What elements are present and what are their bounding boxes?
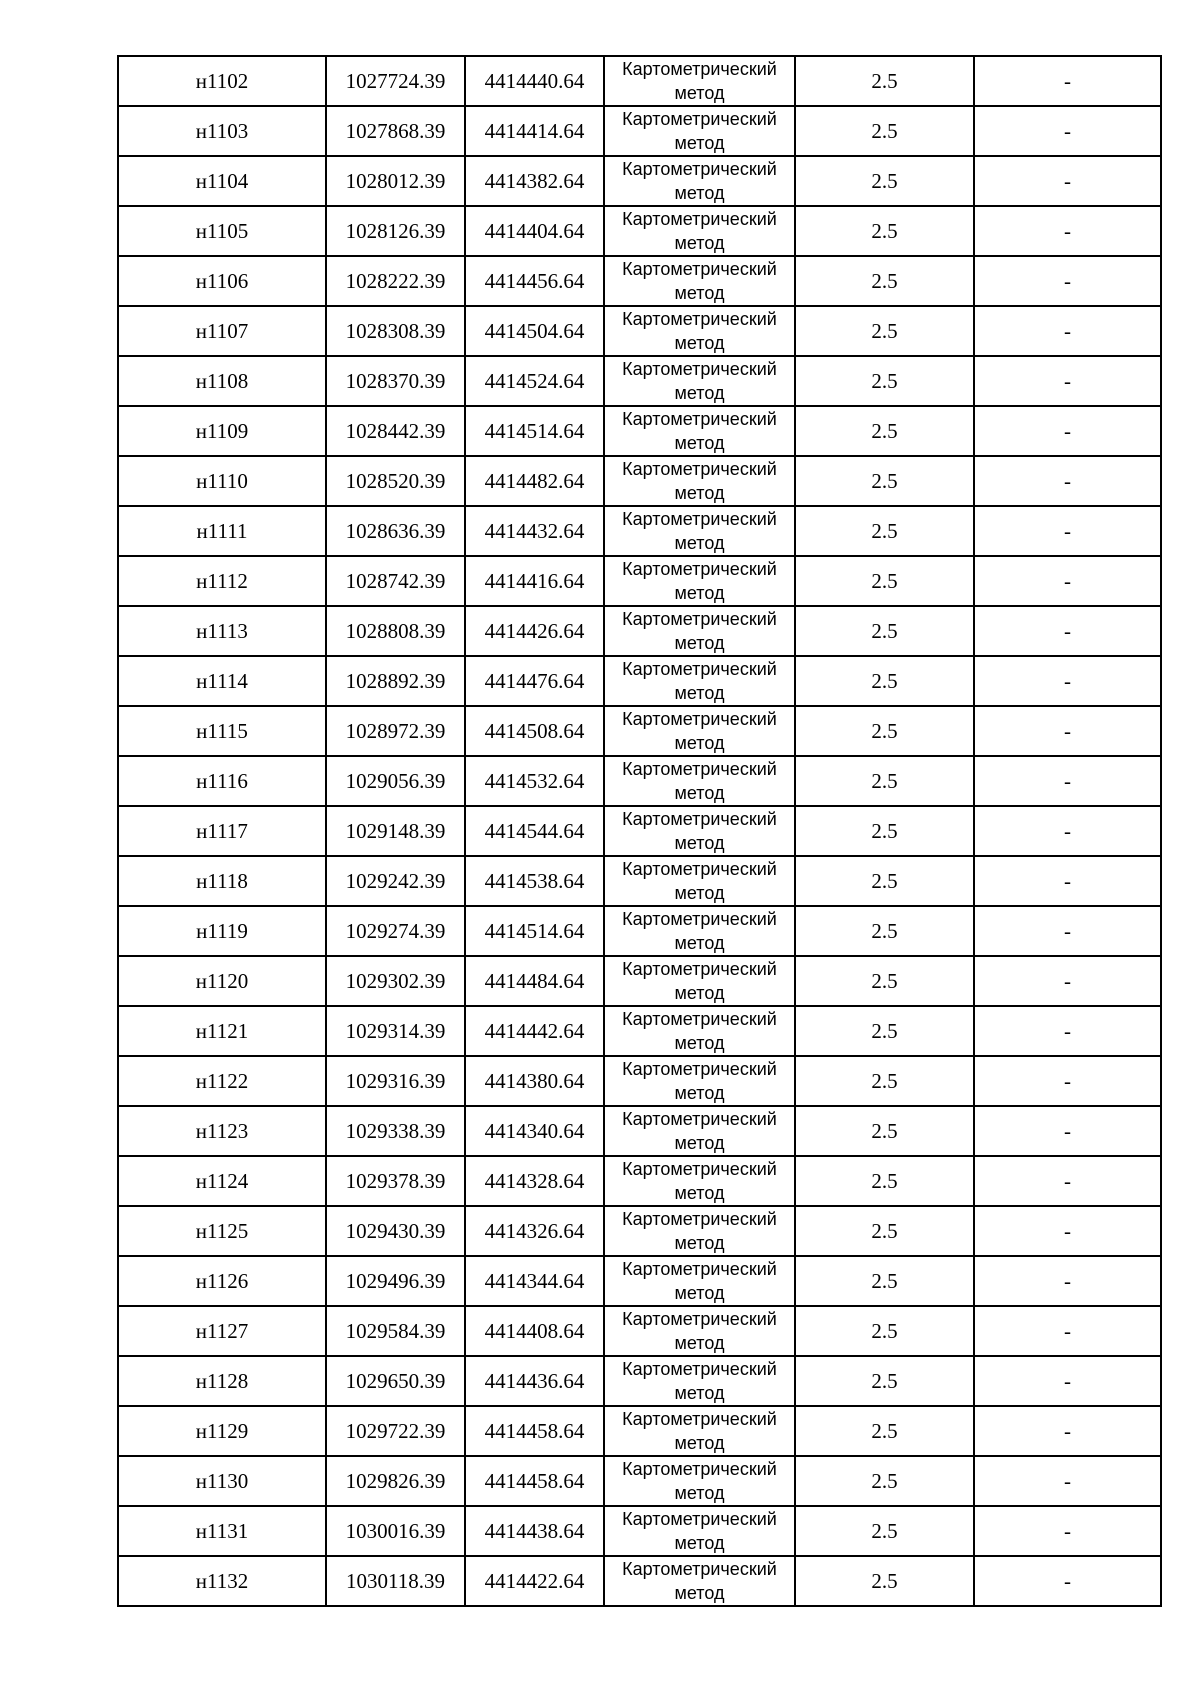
method-text-line2: метод [674,1383,725,1403]
x-coordinate-cell: 1028442.39 [326,406,465,456]
x-coordinate-cell: 1029722.39 [326,1406,465,1456]
method-cell [604,1156,795,1206]
note-cell: - [974,956,1161,1006]
table-row [118,256,1161,306]
method-text-line1: Картометрический [622,709,777,729]
point-number-cell: н1125 [118,1206,326,1256]
table-row [118,1006,1161,1056]
method-cell [604,806,795,856]
point-number-cell: н1127 [118,1306,326,1356]
point-number-cell: н1106 [118,256,326,306]
x-coordinate-cell: 1028308.39 [326,306,465,356]
method-text-line2: метод [674,583,725,603]
point-number-cell: н1117 [118,806,326,856]
table-row [118,1356,1161,1406]
point-number-cell: н1131 [118,1506,326,1556]
method-text-line2: метод [674,883,725,903]
y-coordinate-cell: 4414422.64 [465,1556,604,1606]
point-number-cell: н1126 [118,1256,326,1306]
y-coordinate-cell: 4414408.64 [465,1306,604,1356]
method-text-line1: Картометрический [622,859,777,879]
point-number-cell: н1104 [118,156,326,206]
method-cell [604,306,795,356]
method-cell [604,1206,795,1256]
note-cell: - [974,1356,1161,1406]
note-cell: - [974,1456,1161,1506]
method-cell [604,1306,795,1356]
table-row [118,1156,1161,1206]
method-cell [604,906,795,956]
method-text-line2: метод [674,1133,725,1153]
x-coordinate-cell: 1028222.39 [326,256,465,306]
method-text-line2: метод [674,1333,725,1353]
method-cell [604,406,795,456]
point-number-cell: н1132 [118,1556,326,1606]
x-coordinate-cell: 1029056.39 [326,756,465,806]
point-number-cell: н1119 [118,906,326,956]
y-coordinate-cell: 4414482.64 [465,456,604,506]
accuracy-cell: 2.5 [795,556,974,606]
method-text-line1: Картометрический [622,109,777,129]
method-text-line1: Картометрический [622,809,777,829]
accuracy-cell: 2.5 [795,506,974,556]
point-number-cell: н1130 [118,1456,326,1506]
y-coordinate-cell: 4414326.64 [465,1206,604,1256]
x-coordinate-cell: 1028370.39 [326,356,465,406]
y-coordinate-cell: 4414404.64 [465,206,604,256]
method-text-line1: Картометрический [622,759,777,779]
accuracy-cell: 2.5 [795,456,974,506]
note-cell: - [974,556,1161,606]
method-cell [604,156,795,206]
x-coordinate-cell: 1029496.39 [326,1256,465,1306]
x-coordinate-cell: 1027724.39 [326,56,465,106]
note-cell: - [974,206,1161,256]
method-text-line2: метод [674,83,725,103]
y-coordinate-cell: 4414456.64 [465,256,604,306]
method-text-line2: метод [674,333,725,353]
coordinates-table [117,55,1162,1607]
method-text-line2: метод [674,383,725,403]
method-cell [604,56,795,106]
y-coordinate-cell: 4414442.64 [465,1006,604,1056]
table-row [118,806,1161,856]
x-coordinate-cell: 1029650.39 [326,1356,465,1406]
table-row [118,656,1161,706]
table-row [118,1056,1161,1106]
method-text-line2: метод [674,783,725,803]
y-coordinate-cell: 4414328.64 [465,1156,604,1206]
y-coordinate-cell: 4414458.64 [465,1406,604,1456]
note-cell: - [974,656,1161,706]
x-coordinate-cell: 1028012.39 [326,156,465,206]
table-row [118,56,1161,106]
accuracy-cell: 2.5 [795,1206,974,1256]
accuracy-cell: 2.5 [795,56,974,106]
method-text-line2: метод [674,1183,725,1203]
method-text-line2: метод [674,1033,725,1053]
method-cell [604,206,795,256]
method-text-line1: Картометрический [622,909,777,929]
y-coordinate-cell: 4414514.64 [465,906,604,956]
accuracy-cell: 2.5 [795,356,974,406]
note-cell: - [974,1406,1161,1456]
point-number-cell: н1107 [118,306,326,356]
point-number-cell: н1110 [118,456,326,506]
accuracy-cell: 2.5 [795,856,974,906]
method-cell [604,856,795,906]
note-cell: - [974,706,1161,756]
accuracy-cell: 2.5 [795,1056,974,1106]
y-coordinate-cell: 4414440.64 [465,56,604,106]
method-cell [604,756,795,806]
x-coordinate-cell: 1029826.39 [326,1456,465,1506]
table-row [118,156,1161,206]
x-coordinate-cell: 1029338.39 [326,1106,465,1156]
x-coordinate-cell: 1027868.39 [326,106,465,156]
method-cell [604,106,795,156]
y-coordinate-cell: 4414544.64 [465,806,604,856]
accuracy-cell: 2.5 [795,1156,974,1206]
note-cell: - [974,256,1161,306]
method-text-line2: метод [674,183,725,203]
method-text-line2: метод [674,133,725,153]
method-cell [604,1456,795,1506]
y-coordinate-cell: 4414416.64 [465,556,604,606]
method-text-line1: Картометрический [622,559,777,579]
method-text-line1: Картометрический [622,159,777,179]
accuracy-cell: 2.5 [795,156,974,206]
method-text-line2: метод [674,933,725,953]
method-text-line2: метод [674,1533,725,1553]
table-row [118,706,1161,756]
note-cell: - [974,156,1161,206]
method-cell [604,256,795,306]
y-coordinate-cell: 4414344.64 [465,1256,604,1306]
y-coordinate-cell: 4414458.64 [465,1456,604,1506]
method-text-line1: Картометрический [622,1559,777,1579]
method-cell [604,1356,795,1406]
method-cell [604,606,795,656]
accuracy-cell: 2.5 [795,1356,974,1406]
note-cell: - [974,1256,1161,1306]
method-cell [604,506,795,556]
table-row [118,1506,1161,1556]
y-coordinate-cell: 4414414.64 [465,106,604,156]
x-coordinate-cell: 1028742.39 [326,556,465,606]
y-coordinate-cell: 4414382.64 [465,156,604,206]
note-cell: - [974,756,1161,806]
point-number-cell: н1113 [118,606,326,656]
x-coordinate-cell: 1028126.39 [326,206,465,256]
table-row [118,1306,1161,1356]
method-text-line1: Картометрический [622,1409,777,1429]
x-coordinate-cell: 1028520.39 [326,456,465,506]
method-text-line1: Картометрический [622,959,777,979]
method-text-line1: Картометрический [622,459,777,479]
note-cell: - [974,1206,1161,1256]
x-coordinate-cell: 1028636.39 [326,506,465,556]
method-text-line1: Картометрический [622,309,777,329]
method-cell [604,556,795,606]
point-number-cell: н1111 [118,506,326,556]
table-row [118,856,1161,906]
method-cell [604,956,795,1006]
point-number-cell: н1129 [118,1406,326,1456]
y-coordinate-cell: 4414504.64 [465,306,604,356]
table-row [118,356,1161,406]
accuracy-cell: 2.5 [795,1506,974,1556]
x-coordinate-cell: 1029584.39 [326,1306,465,1356]
point-number-cell: н1103 [118,106,326,156]
method-text-line2: метод [674,1233,725,1253]
method-text-line1: Картометрический [622,659,777,679]
table-row [118,556,1161,606]
method-text-line1: Картометрический [622,609,777,629]
accuracy-cell: 2.5 [795,956,974,1006]
accuracy-cell: 2.5 [795,1106,974,1156]
method-text-line2: метод [674,1083,725,1103]
method-text-line2: метод [674,533,725,553]
point-number-cell: н1122 [118,1056,326,1106]
point-number-cell: н1102 [118,56,326,106]
method-text-line1: Картометрический [622,409,777,429]
y-coordinate-cell: 4414432.64 [465,506,604,556]
method-text-line2: метод [674,433,725,453]
note-cell: - [974,1306,1161,1356]
table-row [118,606,1161,656]
accuracy-cell: 2.5 [795,206,974,256]
method-text-line2: метод [674,1283,725,1303]
method-cell [604,1406,795,1456]
y-coordinate-cell: 4414508.64 [465,706,604,756]
y-coordinate-cell: 4414380.64 [465,1056,604,1106]
accuracy-cell: 2.5 [795,406,974,456]
x-coordinate-cell: 1030016.39 [326,1506,465,1556]
point-number-cell: н1118 [118,856,326,906]
accuracy-cell: 2.5 [795,1256,974,1306]
note-cell: - [974,806,1161,856]
table-row [118,956,1161,1006]
note-cell: - [974,1006,1161,1056]
accuracy-cell: 2.5 [795,306,974,356]
y-coordinate-cell: 4414436.64 [465,1356,604,1406]
x-coordinate-cell: 1029314.39 [326,1006,465,1056]
method-text-line2: метод [674,1583,725,1603]
method-text-line2: метод [674,733,725,753]
method-text-line2: метод [674,983,725,1003]
table-row [118,206,1161,256]
point-number-cell: н1116 [118,756,326,806]
method-text-line1: Картометрический [622,59,777,79]
point-number-cell: н1120 [118,956,326,1006]
method-text-line1: Картометрический [622,209,777,229]
table-row [118,1406,1161,1456]
accuracy-cell: 2.5 [795,256,974,306]
method-text-line2: метод [674,833,725,853]
note-cell: - [974,106,1161,156]
table-row [118,906,1161,956]
note-cell: - [974,1556,1161,1606]
x-coordinate-cell: 1028972.39 [326,706,465,756]
accuracy-cell: 2.5 [795,656,974,706]
point-number-cell: н1108 [118,356,326,406]
y-coordinate-cell: 4414340.64 [465,1106,604,1156]
note-cell: - [974,1506,1161,1556]
note-cell: - [974,1056,1161,1106]
method-cell [604,356,795,406]
method-text-line2: метод [674,483,725,503]
method-text-line2: метод [674,683,725,703]
method-cell [604,656,795,706]
y-coordinate-cell: 4414524.64 [465,356,604,406]
method-cell [604,1556,795,1606]
x-coordinate-cell: 1029316.39 [326,1056,465,1106]
note-cell: - [974,906,1161,956]
accuracy-cell: 2.5 [795,1556,974,1606]
point-number-cell: н1114 [118,656,326,706]
method-text-line1: Картометрический [622,1109,777,1129]
note-cell: - [974,856,1161,906]
table-row [118,106,1161,156]
point-number-cell: н1121 [118,1006,326,1056]
point-number-cell: н1112 [118,556,326,606]
accuracy-cell: 2.5 [795,606,974,656]
method-text-line1: Картометрический [622,1009,777,1029]
point-number-cell: н1115 [118,706,326,756]
note-cell: - [974,456,1161,506]
note-cell: - [974,1156,1161,1206]
method-text-line1: Картометрический [622,1309,777,1329]
accuracy-cell: 2.5 [795,106,974,156]
method-cell [604,1106,795,1156]
note-cell: - [974,56,1161,106]
accuracy-cell: 2.5 [795,1006,974,1056]
method-cell [604,1256,795,1306]
method-text-line1: Картометрический [622,1209,777,1229]
method-text-line2: метод [674,283,725,303]
method-text-line1: Картометрический [622,1259,777,1279]
accuracy-cell: 2.5 [795,906,974,956]
method-cell [604,456,795,506]
y-coordinate-cell: 4414438.64 [465,1506,604,1556]
x-coordinate-cell: 1028808.39 [326,606,465,656]
y-coordinate-cell: 4414484.64 [465,956,604,1006]
method-cell [604,1056,795,1106]
table-row [118,1206,1161,1256]
table-row [118,1456,1161,1506]
y-coordinate-cell: 4414538.64 [465,856,604,906]
y-coordinate-cell: 4414514.64 [465,406,604,456]
method-text-line1: Картометрический [622,1509,777,1529]
x-coordinate-cell: 1029430.39 [326,1206,465,1256]
accuracy-cell: 2.5 [795,1406,974,1456]
method-text-line1: Картометрический [622,1459,777,1479]
table-row [118,756,1161,806]
method-text-line1: Картометрический [622,1359,777,1379]
accuracy-cell: 2.5 [795,1456,974,1506]
y-coordinate-cell: 4414426.64 [465,606,604,656]
x-coordinate-cell: 1029302.39 [326,956,465,1006]
table-row [118,306,1161,356]
y-coordinate-cell: 4414532.64 [465,756,604,806]
method-text-line2: метод [674,233,725,253]
method-cell [604,706,795,756]
method-text-line1: Картометрический [622,259,777,279]
method-text-line1: Картометрический [622,359,777,379]
table-row [118,406,1161,456]
x-coordinate-cell: 1029378.39 [326,1156,465,1206]
method-text-line1: Картометрический [622,509,777,529]
y-coordinate-cell: 4414476.64 [465,656,604,706]
x-coordinate-cell: 1028892.39 [326,656,465,706]
point-number-cell: н1128 [118,1356,326,1406]
method-text-line1: Картометрический [622,1059,777,1079]
point-number-cell: н1124 [118,1156,326,1206]
method-text-line2: метод [674,633,725,653]
note-cell: - [974,1106,1161,1156]
point-number-cell: н1105 [118,206,326,256]
method-cell [604,1006,795,1056]
note-cell: - [974,306,1161,356]
x-coordinate-cell: 1029274.39 [326,906,465,956]
method-cell [604,1506,795,1556]
table-row [118,506,1161,556]
accuracy-cell: 2.5 [795,756,974,806]
x-coordinate-cell: 1029148.39 [326,806,465,856]
accuracy-cell: 2.5 [795,706,974,756]
x-coordinate-cell: 1030118.39 [326,1556,465,1606]
table-body [118,56,1161,1606]
note-cell: - [974,356,1161,406]
point-number-cell: н1123 [118,1106,326,1156]
table-row [118,1106,1161,1156]
table-row [118,456,1161,506]
note-cell: - [974,506,1161,556]
table-row [118,1556,1161,1606]
method-text-line2: метод [674,1483,725,1503]
method-text-line2: метод [674,1433,725,1453]
table-row [118,1256,1161,1306]
note-cell: - [974,406,1161,456]
method-text-line1: Картометрический [622,1159,777,1179]
x-coordinate-cell: 1029242.39 [326,856,465,906]
accuracy-cell: 2.5 [795,1306,974,1356]
note-cell: - [974,606,1161,656]
accuracy-cell: 2.5 [795,806,974,856]
point-number-cell: н1109 [118,406,326,456]
